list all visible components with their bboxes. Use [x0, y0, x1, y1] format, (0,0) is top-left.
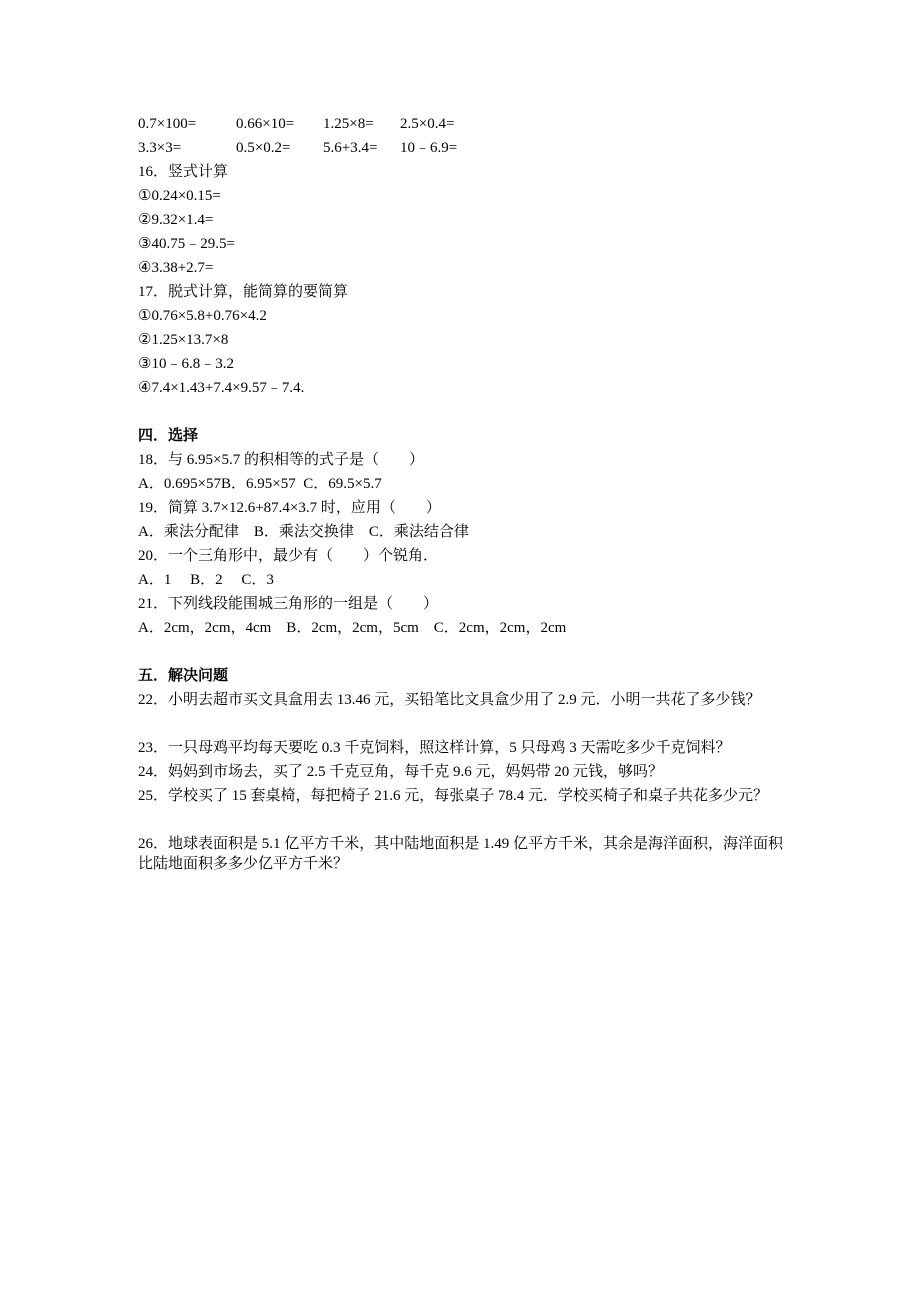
- options-line: A．0.695×57B．6.95×57 C．69.5×5.7: [138, 476, 382, 492]
- options-line: A．乘法分配律 B．乘法交换律 C．乘法结合律: [138, 524, 469, 540]
- question-title: 16．竖式计算: [138, 164, 229, 180]
- calc-item: 0.7×100=: [138, 116, 197, 132]
- question-item: ③10﹣6.8﹣3.2: [138, 356, 234, 372]
- question-item: ④3.38+2.7=: [138, 260, 214, 276]
- problem: 25．学校买了 15 套桌椅，每把椅子 21.6 元，每张桌子 78.4 元．学校买椅子和桌子共花多少元？: [138, 788, 769, 804]
- question-line: 19．简算 3.7×12.6+87.4×3.7 时，应用（ ）: [138, 500, 441, 516]
- calc-item: 0.5×0.2=: [236, 140, 291, 156]
- options-line: A．1 B．2 C．3: [138, 572, 274, 588]
- calc-item: 1.25×8=: [323, 116, 374, 132]
- options-line: A．2cm，2cm，4cm B．2cm，2cm，5cm C．2cm，2cm，2cm: [138, 620, 567, 636]
- question-line: 21．下列线段能围城三角形的一组是（ ）: [138, 596, 439, 612]
- problem: 24．妈妈到市场去，买了 2.5 千克豆角，每千克 9.6 元，妈妈带 20 元钱，够吗？: [138, 764, 664, 780]
- question-item: ②9.32×1.4=: [138, 212, 214, 228]
- question-title: 17．脱式计算，能简算的要简算: [138, 284, 349, 300]
- question-item: ③40.75﹣29.5=: [138, 236, 235, 252]
- problem: 23．一只母鸡平均每天要吃 0.3 千克饲料，照这样计算，5 只母鸡 3 天需吃多少千克饲料？: [138, 740, 731, 756]
- question-item: ④7.4×1.43+7.4×9.57﹣7.4.: [138, 380, 305, 396]
- question-line: 18．与 6.95×5.7 的积相等的式子是（ ）: [138, 452, 424, 468]
- problem: 26．地球表面积是 5.1 亿平方千米，其中陆地面积是 1.49 亿平方千米，其余是海洋面积，海洋面积比陆地面积多多少亿平方千米？: [138, 836, 784, 872]
- question-item: ②1.25×13.7×8: [138, 332, 229, 348]
- calc-item: 5.6+3.4=: [323, 140, 378, 156]
- question-item: ①0.24×0.15=: [138, 188, 221, 204]
- section-heading: 五．解决问题: [138, 668, 229, 684]
- question-item: ①0.76×5.8+0.76×4.2: [138, 308, 267, 324]
- problem: 22．小明去超市买文具盒用去 13.46 元，买铅笔比文具盒少用了 2.9 元．小明一共花了多少钱？: [138, 692, 761, 708]
- question-line: 20．一个三角形中，最少有（ ）个锐角．: [138, 548, 439, 564]
- calc-item: 3.3×3=: [138, 140, 182, 156]
- section-heading: 四．选择: [138, 428, 199, 444]
- calc-item: 0.66×10=: [236, 116, 295, 132]
- calc-item: 10﹣6.9=: [400, 140, 458, 156]
- calc-item: 2.5×0.4=: [400, 116, 455, 132]
